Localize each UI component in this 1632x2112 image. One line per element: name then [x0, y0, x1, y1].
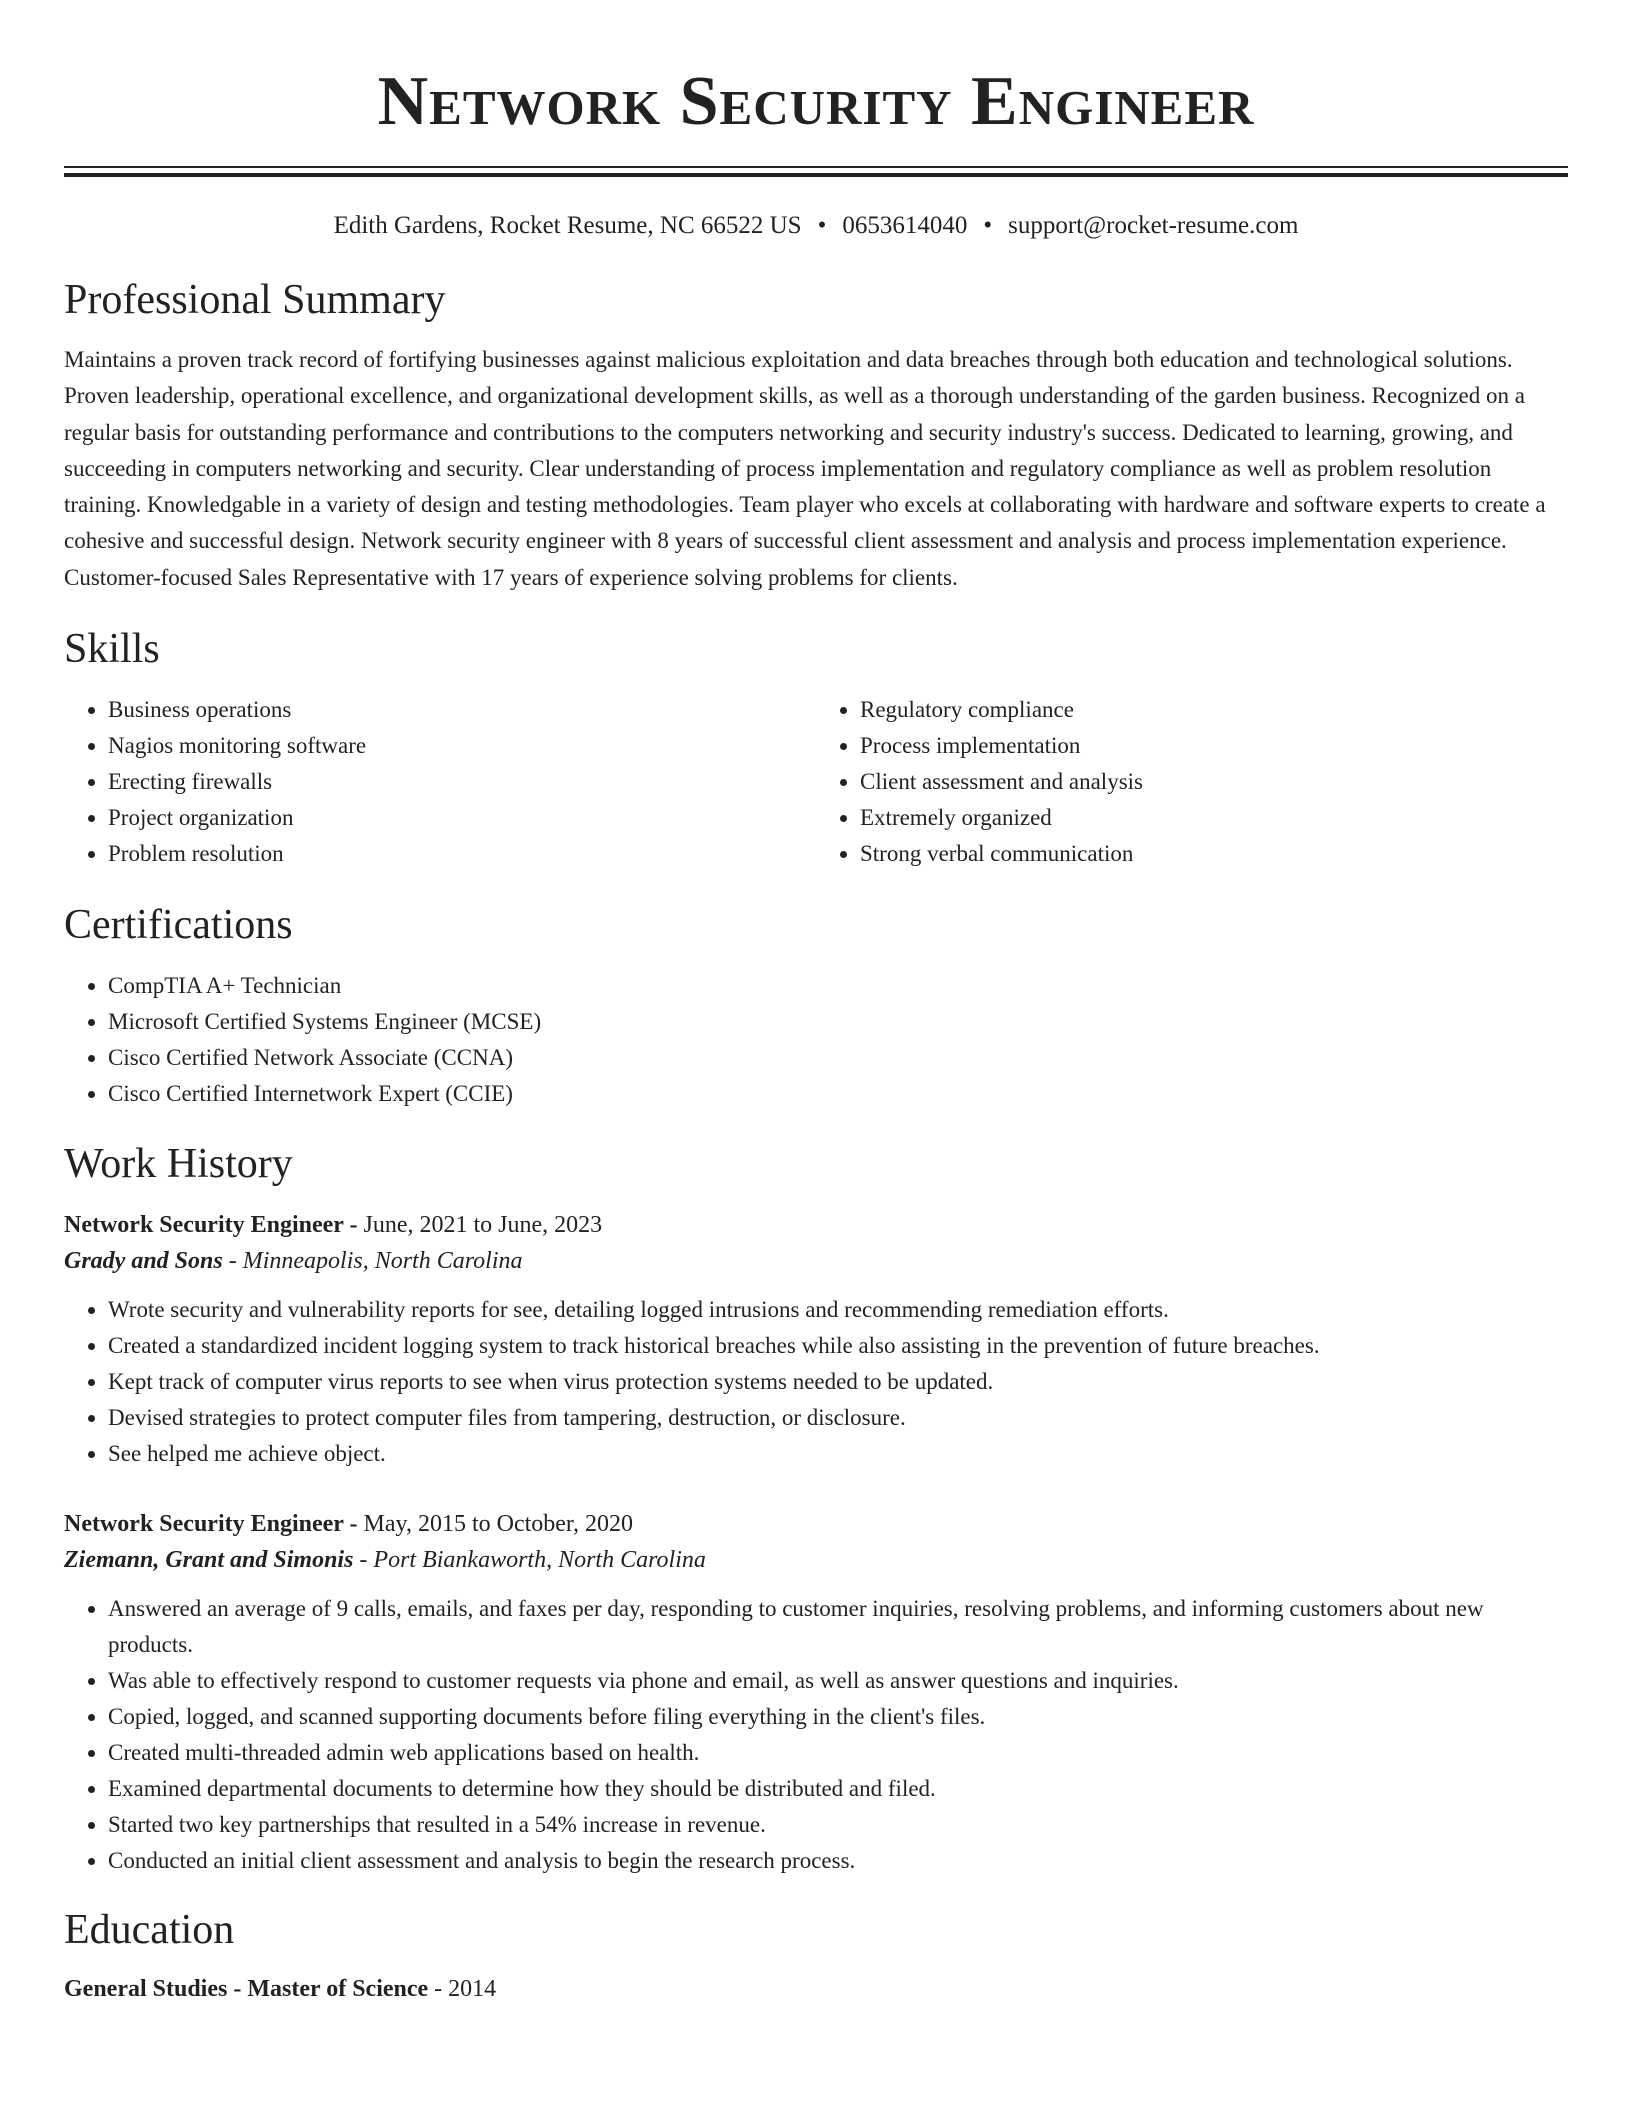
certification-item: • Cisco Certified Network Associate (CCNA) — [108, 1040, 1568, 1076]
certifications-heading: Certifications — [64, 902, 293, 949]
job-location: Port Biankaworth, North Carolina — [373, 1547, 706, 1574]
summary-heading: Professional Summary — [64, 277, 446, 323]
job-company: Ziemann, Grant and Simonis — [64, 1547, 354, 1574]
skills-heading: Skills — [64, 626, 160, 673]
contact-separator: • — [983, 212, 993, 239]
work-history-heading: Work History — [64, 1141, 293, 1188]
certification-item: • CompTIA A+ Technician — [108, 968, 1568, 1004]
skill-item: • Erecting firewalls — [108, 764, 816, 800]
contact-line — [64, 211, 1568, 241]
job-bullet: • Wrote security and vulnerability reports for see, detailing logged intrusions and recommending remediation efforts. — [108, 1292, 1568, 1328]
skills-list-left — [64, 692, 816, 872]
education-entry: General Studies - Master of Science - 2014 — [64, 1976, 497, 2003]
contact-address: Edith Gardens, Rocket Resume, NC 66522 US — [333, 212, 802, 239]
job-dates: May, 2015 to October, 2020 — [363, 1511, 633, 1538]
job-entry — [64, 1506, 1568, 1879]
skill-item: • Problem resolution — [108, 836, 816, 872]
education-heading: Education — [64, 1907, 235, 1954]
contact-separator: • — [817, 212, 827, 239]
job-bullet: • Answered an average of 9 calls, emails, and faxes per day, responding to customer inquiries, resolving problems, and informing customers about new products. — [108, 1591, 1568, 1663]
title-divider-thin — [64, 166, 1568, 168]
resume-title: Network Security Engineer — [377, 63, 1255, 140]
job-dates: June, 2021 to June, 2023 — [363, 1212, 603, 1239]
certification-item: • Microsoft Certified Systems Engineer (MCSE) — [108, 1004, 1568, 1040]
job-bullet: • Conducted an initial client assessment and analysis to begin the research process. — [108, 1843, 1568, 1879]
skill-item: • Project organization — [108, 800, 816, 836]
skill-item: • Business operations — [108, 692, 816, 728]
title-divider-thick — [64, 173, 1568, 177]
job-title-line: Network Security Engineer - May, 2015 to October, 2020 — [64, 1511, 633, 1538]
job-title-line: Network Security Engineer - June, 2021 to June, 2023 — [64, 1212, 603, 1239]
education-field: General Studies — [64, 1976, 228, 2003]
skill-item: • Strong verbal communication — [860, 836, 1568, 872]
job-entry — [64, 1207, 1568, 1472]
skill-item: • Extremely organized — [860, 800, 1568, 836]
job-bullet: • Started two key partnerships that resulted in a 54% increase in revenue. — [108, 1807, 1568, 1843]
certifications-list — [64, 968, 1568, 1112]
job-company: Grady and Sons — [64, 1248, 223, 1275]
job-title: Network Security Engineer — [64, 1212, 344, 1239]
summary-text: Maintains a proven track record of fortifying businesses against malicious exploitation and data breaches through both education and technological solutions. Proven leadership, operational excellence, and organizational development skills, as well as a thorough understanding of the garden business. Recognized on a regular basis for outstanding performance and contributions to the computers networking and security industry's success. Dedicated to learning, growing, and succeeding in computers networking and security. Clear understanding of process implementation and regulatory compliance as well as problem resolution training. Knowledgable in a variety of design and testing methodologies. Team player who excels at collaborating with hardware and software experts to create a cohesive and successful design. Network security engineer with 8 years of successful client assessment and analysis and process implementation experience. Customer-focused Sales Representative with 17 years of experience solving problems for clients. — [64, 347, 1546, 590]
job-bullet: • Devised strategies to protect computer files from tampering, destruction, or disclosure. — [108, 1400, 1568, 1436]
job-location: Minneapolis, North Carolina — [242, 1248, 523, 1275]
contact-email: support@rocket-resume.com — [1008, 212, 1299, 239]
job-bullet: • Copied, logged, and scanned supporting documents before filing everything in the client's files. — [108, 1699, 1568, 1735]
job-company-line: Grady and Sons - Minneapolis, North Carolina — [64, 1248, 523, 1275]
resume-page — [64, 0, 1568, 2007]
skills-list-right — [816, 692, 1568, 872]
education-year: 2014 — [448, 1976, 497, 2003]
job-bullet: • See helped me achieve object. — [108, 1436, 1568, 1472]
job-bullet: • Created multi-threaded admin web applications based on health. — [108, 1735, 1568, 1771]
education-degree: Master of Science — [247, 1976, 429, 2003]
job-bullet: • Examined departmental documents to determine how they should be distributed and filed. — [108, 1771, 1568, 1807]
skill-item: • Nagios monitoring software — [108, 728, 816, 764]
contact-phone: 0653614040 — [842, 212, 968, 239]
skill-item: • Process implementation — [860, 728, 1568, 764]
job-bullet: • Was able to effectively respond to customer requests via phone and email, as well as answer questions and inquiries. — [108, 1663, 1568, 1699]
skill-item: • Regulatory compliance — [860, 692, 1568, 728]
job-bullets — [64, 1591, 1568, 1879]
skill-item: • Client assessment and analysis — [860, 764, 1568, 800]
skills-columns — [64, 692, 1568, 872]
job-bullets — [64, 1292, 1568, 1472]
job-bullet: • Kept track of computer virus reports to see when virus protection systems needed to be updated. — [108, 1364, 1568, 1400]
job-title: Network Security Engineer — [64, 1511, 344, 1538]
certification-item: • Cisco Certified Internetwork Expert (CCIE) — [108, 1076, 1568, 1112]
job-company-line: Ziemann, Grant and Simonis - Port Biankaworth, North Carolina — [64, 1547, 706, 1574]
job-bullet: • Created a standardized incident logging system to track historical breaches while also assisting in the prevention of future breaches. — [108, 1328, 1568, 1364]
